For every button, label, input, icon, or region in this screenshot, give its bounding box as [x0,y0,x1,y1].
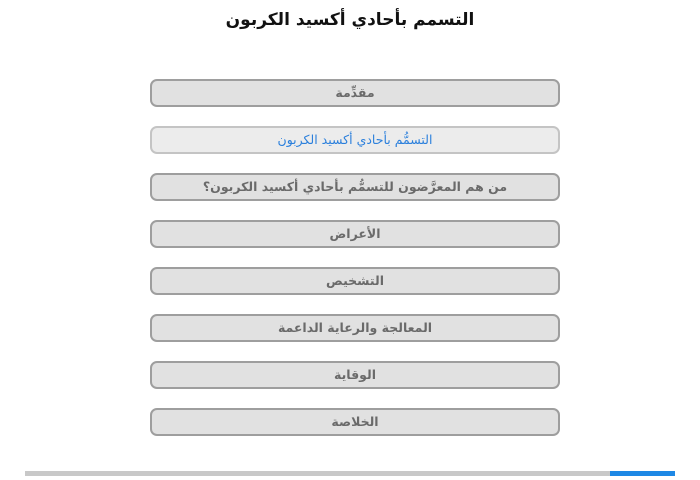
progress-bar-fill [610,471,675,476]
menu-item-who-is-at-risk[interactable]: من هم المعرَّضون للتسمُّم بأحادي أكسيد الكربون؟ [150,173,560,201]
menu-item-symptoms[interactable]: الأعراض [150,220,560,248]
menu-item-diagnosis[interactable]: التشخيص [150,267,560,295]
progress-bar [25,471,675,476]
menu-item-introduction[interactable]: مقدِّمة [150,79,560,107]
menu-item-treatment[interactable]: المعالجة والرعاية الداعمة [150,314,560,342]
menu-item-summary[interactable]: الخلاصة [150,408,560,436]
chapter-menu [150,79,560,455]
menu-item-prevention[interactable]: الوقاية [150,361,560,389]
page-title: التسمم بأحادي أكسيد الكربون [225,10,475,30]
menu-item-co-poisoning[interactable]: التسمُّم بأحادي أكسيد الكربون [150,126,560,154]
